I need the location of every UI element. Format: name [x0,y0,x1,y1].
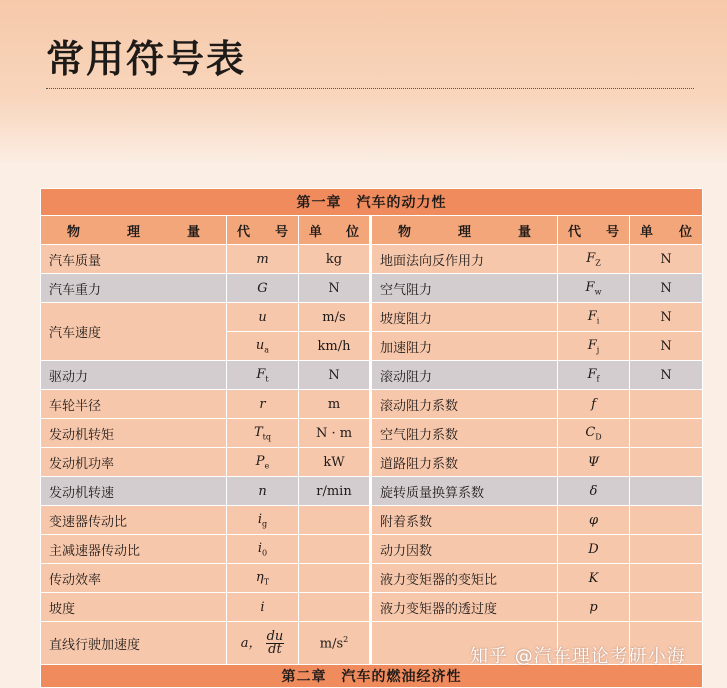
chapter1-title: 第一章 汽车的动力性 [41,189,703,216]
header-unit-right: 单位 [630,216,703,245]
cell-symbol: i [227,593,299,622]
cell-name: 汽车重力 [41,274,227,303]
table-row [41,303,703,332]
cell-unit: N [299,361,371,390]
symbol-table-wrap [40,188,702,688]
cell-symbol: Ψ [558,448,630,477]
cell-symbol: $i_g$ [227,506,299,535]
table-row [41,477,703,506]
chapter-heading [41,189,703,216]
page-title: 常用符号表 [46,37,247,81]
header-symbol-right: 代号 [558,216,630,245]
cell-name: 车轮半径 [41,390,227,419]
cell-unit: $m/s^2$ [299,622,371,665]
cell-unit [299,535,371,564]
cell-name: 主减速器传动比 [41,535,227,564]
header-unit: 单位 [299,216,371,245]
table-row [41,419,703,448]
cell-name: 空气阻力 [371,274,558,303]
cell-unit: N [630,361,703,390]
cell-unit: N [630,332,703,361]
table-row [41,564,703,593]
cell-name: 驱动力 [41,361,227,390]
cell-name: 滚动阻力 [371,361,558,390]
table-row [41,274,703,303]
cell-symbol: $u_a$ [227,332,299,361]
cell-name: 空气阻力系数 [371,419,558,448]
cell-name: 旋转质量换算系数 [371,477,558,506]
cell-name: 发动机功率 [41,448,227,477]
cell-symbol: G [227,274,299,303]
table-header-row [41,216,703,245]
table-row [41,535,703,564]
cell-name: 发动机转矩 [41,419,227,448]
cell-unit [299,593,371,622]
cell-name: 直线行驶加速度 [41,622,227,665]
cell-unit: kW [299,448,371,477]
cell-unit: m [299,390,371,419]
cell-name: 液力变矩器的透过度 [371,593,558,622]
header-quantity: 物理量 [41,216,227,245]
cell-unit: km/h [299,332,371,361]
cell-name: 加速阻力 [371,332,558,361]
cell-symbol: $F_i$ [558,303,630,332]
cell-name: 附着系数 [371,506,558,535]
cell-unit: r/min [299,477,371,506]
cell-name: 液力变矩器的变矩比 [371,564,558,593]
cell-name: 汽车质量 [41,245,227,274]
cell-unit [630,419,703,448]
cell-unit: N · m [299,419,371,448]
cell-unit: m/s [299,303,371,332]
cell-symbol: r [227,390,299,419]
cell-symbol: δ [558,477,630,506]
cell-name: 汽车速度 [41,303,227,361]
table-row [41,448,703,477]
cell-symbol: $F_Z$ [558,245,630,274]
cell-symbol: $F_j$ [558,332,630,361]
page-header [0,0,727,165]
cell-unit: N [630,303,703,332]
cell-symbol: D [558,535,630,564]
cell-unit [630,593,703,622]
cell-name: 动力因数 [371,535,558,564]
watermark: 知乎 @汽车理论考研小海 [470,646,686,667]
table-row [41,506,703,535]
cell-name: 坡度 [41,593,227,622]
cell-unit: N [630,245,703,274]
cell-unit: N [630,274,703,303]
cell-symbol: K [558,564,630,593]
cell-unit: N [299,274,371,303]
cell-unit [630,390,703,419]
derivative-fraction: $\frac{du}{dt}$ [266,628,284,657]
cell-symbol: n [227,477,299,506]
cell-symbol: m [227,245,299,274]
header-symbol: 代号 [227,216,299,245]
table-row [41,361,703,390]
cell-symbol: φ [558,506,630,535]
cell-symbol: p [558,593,630,622]
cell-name: 地面法向反作用力 [371,245,558,274]
table-row [41,390,703,419]
cell-symbol: $F_w$ [558,274,630,303]
cell-symbol: $T_{tq}$ [227,419,299,448]
cell-symbol: $C_D$ [558,419,630,448]
cell-name: 发动机转速 [41,477,227,506]
symbol-table [40,188,703,688]
cell-symbol: f [558,390,630,419]
cell-unit [630,535,703,564]
table-row [41,593,703,622]
cell-symbol: $F_t$ [227,361,299,390]
cell-unit: kg [299,245,371,274]
cell-symbol: $P_e$ [227,448,299,477]
title-rule [46,88,694,89]
cell-symbol: $F_f$ [558,361,630,390]
cell-name: 传动效率 [41,564,227,593]
cell-unit [299,564,371,593]
cell-symbol: $i_0$ [227,535,299,564]
cell-name: 道路阻力系数 [371,448,558,477]
cell-name: 变速器传动比 [41,506,227,535]
chapter2-title: 第二章 汽车的燃油经济性 [41,665,703,688]
cell-unit [299,506,371,535]
header-quantity-right: 物理量 [371,216,558,245]
cell-unit [630,564,703,593]
cell-unit [630,477,703,506]
table-row [41,245,703,274]
cell-name: 滚动阻力系数 [371,390,558,419]
cell-unit [630,448,703,477]
cell-symbol: a， $\frac{du}{dt}$ [227,622,299,665]
cell-symbol: u [227,303,299,332]
cell-unit [630,506,703,535]
cell-name: 坡度阻力 [371,303,558,332]
cell-symbol: $\eta_T$ [227,564,299,593]
